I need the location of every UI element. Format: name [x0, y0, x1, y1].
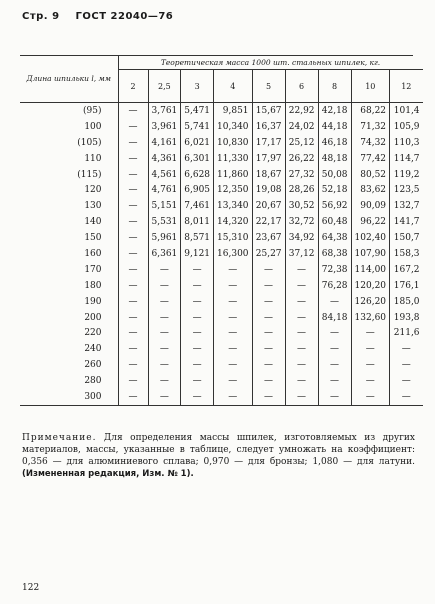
- diameter-header: 4: [214, 70, 253, 103]
- mass-cell: —: [118, 389, 148, 405]
- length-cell: (115): [77, 169, 102, 180]
- diameter-header: 2,5: [148, 70, 181, 103]
- mass-cell: —: [318, 294, 351, 310]
- mass-cell: 84,18: [318, 310, 351, 326]
- mass-cell: —: [214, 310, 253, 326]
- mass-cell: 20,67: [252, 198, 285, 214]
- length-cell: 150: [84, 233, 102, 244]
- mass-cell: 8,011: [181, 214, 214, 230]
- page-label: Стр. 9: [22, 11, 60, 22]
- mass-cell: —: [285, 341, 318, 357]
- mass-cell: 101,4: [390, 103, 423, 119]
- mass-cell: 74,32: [351, 135, 390, 151]
- mass-cell: —: [118, 119, 148, 135]
- mass-cell: 10,340: [214, 119, 253, 135]
- mass-cell: 42,18: [318, 103, 351, 119]
- mass-cell: 107,90: [351, 246, 390, 262]
- mass-cell: 90,09: [351, 198, 390, 214]
- mass-cell: —: [318, 389, 351, 405]
- mass-cell: —: [118, 357, 148, 373]
- diameter-header: 6: [285, 70, 318, 103]
- mass-cell: —: [318, 357, 351, 373]
- mass-cell: 5,471: [181, 103, 214, 119]
- mass-cell: 4,161: [148, 135, 181, 151]
- mass-column-header: Теоретическая масса 1000 шт. стальных шпилек, кг.: [118, 55, 423, 70]
- mass-cell: 6,905: [181, 182, 214, 198]
- mass-cell: 6,021: [181, 135, 214, 151]
- mass-cell: —: [351, 341, 390, 357]
- mass-cell: 8,571: [181, 230, 214, 246]
- mass-cell: —: [148, 373, 181, 389]
- mass-cell: —: [318, 325, 351, 341]
- mass-cell: 34,92: [285, 230, 318, 246]
- mass-cell: —: [118, 167, 148, 183]
- mass-cell: 6,628: [181, 167, 214, 183]
- mass-cell: —: [148, 294, 181, 310]
- table-row: [20, 278, 423, 294]
- length-cell: 160: [84, 248, 102, 259]
- table-row: [20, 135, 423, 151]
- mass-cell: —: [118, 294, 148, 310]
- revision-note: (Измененная редакция, Изм. № 1).: [22, 469, 194, 479]
- length-cell: 280: [84, 376, 102, 387]
- mass-cell: 27,32: [285, 167, 318, 183]
- mass-cell: 123,5: [390, 182, 423, 198]
- mass-cell: —: [285, 294, 318, 310]
- table-row: [20, 214, 423, 230]
- mass-cell: —: [285, 325, 318, 341]
- mass-cell: 68,22: [351, 103, 390, 119]
- mass-cell: 5,961: [148, 230, 181, 246]
- mass-cell: 37,12: [285, 246, 318, 262]
- mass-cell: —: [390, 373, 423, 389]
- note-text: Для определения массы шпилек, изготовляемых из других материалов, массы, указанные в таблице, следует умножать на коэффициент: 0,356 — для алюминиевого сплава; 0,970 — для бронзы; 1,080 — для латуни.: [22, 433, 415, 467]
- mass-cell: —: [118, 151, 148, 167]
- table-row: [20, 389, 423, 405]
- mass-cell: 83,62: [351, 182, 390, 198]
- mass-cell: —: [181, 389, 214, 405]
- mass-cell: 105,9: [390, 119, 423, 135]
- mass-cell: —: [148, 278, 181, 294]
- diameter-header: 2: [118, 70, 148, 103]
- mass-cell: 60,48: [318, 214, 351, 230]
- table-row: [20, 167, 423, 183]
- mass-cell: —: [252, 373, 285, 389]
- mass-cell: 68,38: [318, 246, 351, 262]
- table-row: [20, 246, 423, 262]
- length-cell: 100: [84, 121, 102, 132]
- mass-cell: —: [285, 278, 318, 294]
- mass-cell: 64,38: [318, 230, 351, 246]
- mass-cell: —: [181, 294, 214, 310]
- mass-cell: 77,42: [351, 151, 390, 167]
- length-cell: 240: [84, 344, 102, 355]
- mass-cell: 11,330: [214, 151, 253, 167]
- mass-cell: 14,320: [214, 214, 253, 230]
- length-cell: 110: [84, 153, 102, 164]
- mass-cell: 6,361: [148, 246, 181, 262]
- mass-cell: —: [252, 325, 285, 341]
- length-cell: 170: [84, 264, 102, 275]
- mass-cell: —: [181, 310, 214, 326]
- table-row: [20, 262, 423, 278]
- mass-cell: —: [252, 310, 285, 326]
- mass-cell: —: [252, 357, 285, 373]
- mass-cell: 126,20: [351, 294, 390, 310]
- mass-cell: —: [181, 262, 214, 278]
- mass-cell: —: [390, 389, 423, 405]
- mass-cell: —: [214, 357, 253, 373]
- mass-cell: —: [252, 278, 285, 294]
- mass-cell: —: [148, 310, 181, 326]
- mass-cell: —: [118, 310, 148, 326]
- mass-cell: —: [351, 325, 390, 341]
- length-cell: 120: [84, 185, 102, 196]
- diameter-header: 10: [351, 70, 390, 103]
- mass-cell: —: [181, 278, 214, 294]
- length-cell: 140: [84, 217, 102, 228]
- mass-cell: 4,361: [148, 151, 181, 167]
- mass-cell: 10,830: [214, 135, 253, 151]
- table-row: [20, 198, 423, 214]
- mass-cell: 3,961: [148, 119, 181, 135]
- table-row: [20, 310, 423, 326]
- mass-cell: 185,0: [390, 294, 423, 310]
- mass-cell: 18,67: [252, 167, 285, 183]
- mass-cell: 30,52: [285, 198, 318, 214]
- mass-cell: 24,02: [285, 119, 318, 135]
- mass-cell: 132,7: [390, 198, 423, 214]
- mass-cell: 5,741: [181, 119, 214, 135]
- mass-cell: 46,18: [318, 135, 351, 151]
- length-cell: 200: [84, 312, 102, 323]
- length-cell: (105): [77, 137, 102, 148]
- table-row: [20, 103, 423, 119]
- mass-cell: 17,97: [252, 151, 285, 167]
- length-cell: 180: [84, 280, 102, 291]
- mass-cell: 44,18: [318, 119, 351, 135]
- mass-cell: 120,20: [351, 278, 390, 294]
- mass-cell: —: [118, 246, 148, 262]
- mass-cell: —: [351, 357, 390, 373]
- mass-cell: 16,37: [252, 119, 285, 135]
- table-row: [20, 373, 423, 389]
- mass-cell: —: [118, 373, 148, 389]
- mass-cell: —: [148, 325, 181, 341]
- diameter-header: 12: [390, 70, 423, 103]
- mass-cell: —: [118, 262, 148, 278]
- mass-cell: —: [214, 373, 253, 389]
- mass-cell: 193,8: [390, 310, 423, 326]
- table-row: [20, 341, 423, 357]
- mass-cell: 114,00: [351, 262, 390, 278]
- mass-cell: 158,3: [390, 246, 423, 262]
- mass-cell: 150,7: [390, 230, 423, 246]
- mass-cell: —: [285, 310, 318, 326]
- table-row: [20, 357, 423, 373]
- table-row: [20, 119, 423, 135]
- mass-cell: —: [351, 373, 390, 389]
- mass-cell: —: [181, 325, 214, 341]
- length-cell: 130: [84, 201, 102, 212]
- mass-cell: 96,22: [351, 214, 390, 230]
- mass-cell: —: [285, 389, 318, 405]
- mass-cell: 25,27: [252, 246, 285, 262]
- mass-cell: —: [318, 341, 351, 357]
- mass-cell: —: [118, 214, 148, 230]
- table-row: [20, 325, 423, 341]
- mass-cell: —: [351, 389, 390, 405]
- length-column-header: Длина шпильки l, мм: [20, 55, 118, 103]
- mass-cell: —: [181, 341, 214, 357]
- mass-cell: 72,38: [318, 262, 351, 278]
- mass-cell: 26,22: [285, 151, 318, 167]
- mass-cell: —: [118, 103, 148, 119]
- mass-cell: 76,28: [318, 278, 351, 294]
- mass-cell: 11,860: [214, 167, 253, 183]
- mass-cell: 17,17: [252, 135, 285, 151]
- mass-cell: —: [252, 294, 285, 310]
- mass-cell: 12,350: [214, 182, 253, 198]
- mass-cell: —: [118, 135, 148, 151]
- length-cell: 220: [84, 328, 102, 339]
- mass-cell: —: [148, 262, 181, 278]
- page-number: 122: [22, 583, 40, 593]
- mass-cell: —: [118, 230, 148, 246]
- mass-cell: —: [252, 389, 285, 405]
- diameter-header: 8: [318, 70, 351, 103]
- mass-cell: 3,761: [148, 103, 181, 119]
- mass-cell: 13,340: [214, 198, 253, 214]
- mass-cell: 4,761: [148, 182, 181, 198]
- mass-cell: 19,08: [252, 182, 285, 198]
- length-cell: 190: [84, 296, 102, 307]
- table-body: [20, 103, 423, 406]
- mass-cell: 110,3: [390, 135, 423, 151]
- mass-cell: 9,121: [181, 246, 214, 262]
- mass-cell: 6,301: [181, 151, 214, 167]
- mass-cell: 56,92: [318, 198, 351, 214]
- mass-cell: 71,32: [351, 119, 390, 135]
- mass-cell: 80,52: [351, 167, 390, 183]
- standard-label: ГОСТ 22040—76: [75, 11, 174, 22]
- mass-cell: 32,72: [285, 214, 318, 230]
- mass-cell: 52,18: [318, 182, 351, 198]
- mass-cell: 114,7: [390, 151, 423, 167]
- mass-cell: —: [214, 341, 253, 357]
- table-row: [20, 151, 423, 167]
- mass-cell: 7,461: [181, 198, 214, 214]
- mass-cell: 141,7: [390, 214, 423, 230]
- mass-cell: —: [118, 341, 148, 357]
- mass-cell: 5,151: [148, 198, 181, 214]
- mass-cell: —: [118, 198, 148, 214]
- mass-cell: 176,1: [390, 278, 423, 294]
- mass-cell: 22,92: [285, 103, 318, 119]
- table-note: [22, 432, 415, 480]
- diameter-header: 3: [181, 70, 214, 103]
- mass-cell: —: [285, 262, 318, 278]
- mass-cell: 167,2: [390, 262, 423, 278]
- mass-cell: —: [252, 341, 285, 357]
- mass-cell: —: [214, 389, 253, 405]
- table-row: [20, 182, 423, 198]
- mass-table: [20, 55, 423, 406]
- mass-cell: —: [148, 357, 181, 373]
- mass-cell: —: [181, 357, 214, 373]
- length-cell: 300: [20, 389, 118, 405]
- mass-cell: 15,67: [252, 103, 285, 119]
- mass-cell: 5,531: [148, 214, 181, 230]
- mass-cell: —: [285, 373, 318, 389]
- mass-cell: 16,300: [214, 246, 253, 262]
- mass-cell: 28,26: [285, 182, 318, 198]
- mass-cell: —: [118, 325, 148, 341]
- mass-cell: —: [285, 357, 318, 373]
- mass-cell: 9,851: [214, 103, 253, 119]
- mass-cell: 132,60: [351, 310, 390, 326]
- mass-cell: 25,12: [285, 135, 318, 151]
- mass-cell: —: [148, 341, 181, 357]
- note-title: Примечание.: [22, 433, 97, 443]
- mass-cell: 4,561: [148, 167, 181, 183]
- mass-cell: 48,18: [318, 151, 351, 167]
- diameter-header: 5: [252, 70, 285, 103]
- mass-cell: —: [214, 262, 253, 278]
- mass-cell: 23,67: [252, 230, 285, 246]
- page-header: [22, 11, 185, 22]
- mass-cell: —: [214, 294, 253, 310]
- length-cell: (95): [83, 105, 102, 116]
- mass-cell: 22,17: [252, 214, 285, 230]
- mass-cell: 102,40: [351, 230, 390, 246]
- mass-cell: —: [318, 373, 351, 389]
- mass-cell: 50,08: [318, 167, 351, 183]
- table-row: [20, 230, 423, 246]
- mass-cell: —: [148, 389, 181, 405]
- mass-cell: —: [214, 278, 253, 294]
- table-row: [20, 294, 423, 310]
- mass-cell: —: [118, 182, 148, 198]
- mass-cell: —: [390, 341, 423, 357]
- mass-cell: —: [390, 357, 423, 373]
- mass-cell: —: [118, 278, 148, 294]
- mass-cell: —: [214, 325, 253, 341]
- length-cell: 260: [84, 360, 102, 371]
- mass-cell: 15,310: [214, 230, 253, 246]
- mass-cell: 211,6: [390, 325, 423, 341]
- mass-cell: —: [181, 373, 214, 389]
- mass-cell: 119,2: [390, 167, 423, 183]
- mass-cell: —: [252, 262, 285, 278]
